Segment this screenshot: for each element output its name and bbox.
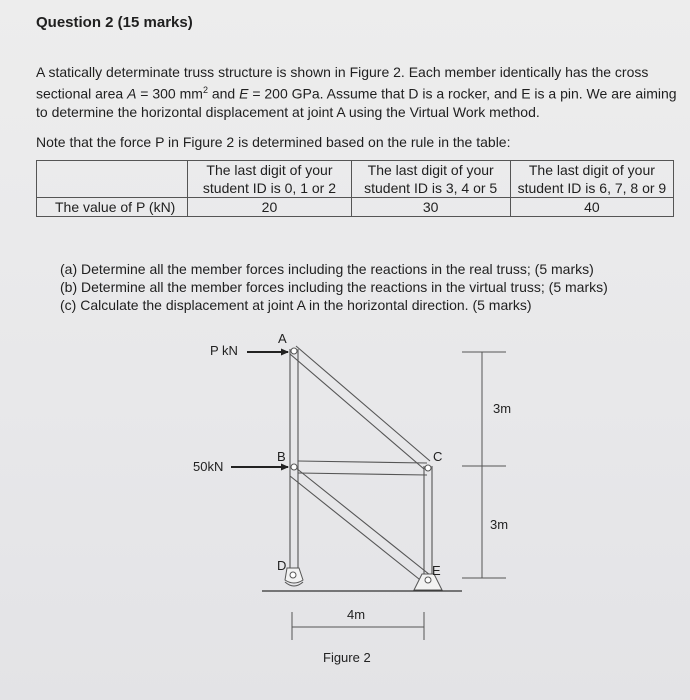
truss-members [290, 346, 432, 583]
intro-line-1: A statically determinate truss structure is shown in Figure 2. Each member identically has the cross [36, 64, 649, 80]
intro-var-e: E [239, 85, 249, 102]
dimension-label-upper: 3m [493, 401, 512, 416]
table-cell: 40 [510, 198, 673, 217]
table-header-cell: The last digit of your student ID is 6, 7, 8 or 9 [510, 161, 673, 198]
joint-label-e: E [432, 563, 441, 578]
load-label-p: P kN [210, 343, 238, 358]
joint-label-c: C [433, 449, 443, 464]
intro-modulus-value: = 200 GPa. Assume that D is a rocker, and E is a pin. We are aiming [248, 85, 677, 102]
intro-area-value: = 300 mm [136, 85, 203, 102]
table-header-cell: The last digit of your student ID is 0, 1 or 2 [188, 161, 351, 198]
rocker-support-d [285, 568, 303, 586]
load-label-50kn: 50kN [193, 459, 224, 474]
table-cell: 20 [188, 198, 351, 217]
member-be [290, 468, 430, 583]
intro-var-a: A [127, 85, 137, 102]
question-title: Question 2 (15 marks) [36, 14, 193, 31]
note-text: Note that the force P in Figure 2 is determined based on the rule in the table: [36, 134, 511, 150]
joint-b [291, 464, 297, 470]
member-bc [298, 461, 427, 475]
joint-label-b: B [277, 449, 286, 464]
part-c: (c) Calculate the displacement at joint A in the horizontal direction. (5 marks) [60, 297, 532, 313]
part-b: (b) Determine all the member forces including the reactions in the virtual truss; (5 marks) [60, 279, 608, 295]
figure-caption: Figure 2 [323, 650, 371, 665]
intro-line-2-mid: and [207, 85, 240, 102]
part-a: (a) Determine all the member forces including the reactions in the real truss; (5 marks) [60, 261, 594, 277]
intro-line-3: to determine the horizontal displacement at joint A using the Virtual Work method. [36, 103, 540, 120]
intro-area-exponent: 2 [202, 85, 208, 95]
member-ac [290, 346, 430, 469]
table-header-cell: The last digit of your student ID is 3, 4 or 5 [351, 161, 510, 198]
vertical-dimension [462, 352, 509, 578]
intro-line-2-pre: sectional area [36, 85, 128, 102]
joint-a [291, 348, 297, 354]
dimension-label-lower: 3m [490, 517, 509, 532]
member-ad [290, 349, 298, 570]
dimension-label-width: 4m [347, 607, 366, 622]
table-cell: 30 [351, 198, 510, 217]
joint-label-d: D [277, 558, 287, 573]
table-row-label: The value of P (kN) [37, 198, 188, 217]
joint-label-a: A [278, 331, 287, 346]
member-ce [424, 466, 432, 576]
joint-c [425, 465, 431, 471]
